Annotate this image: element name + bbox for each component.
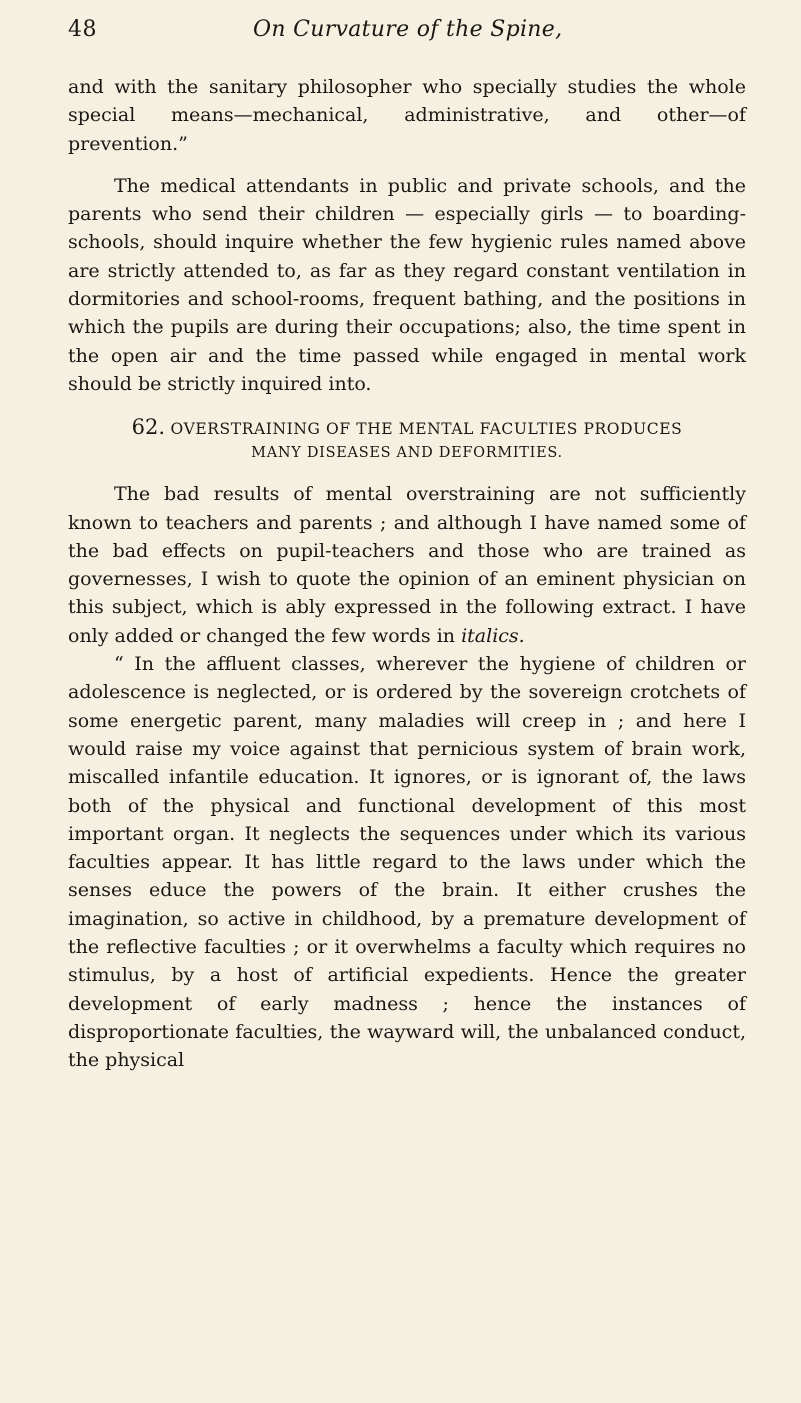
section-title-line1: OVERSTRAINING OF THE MENTAL FACULTIES PRODUCES bbox=[170, 420, 683, 439]
page-number: 48 bbox=[68, 17, 97, 42]
paragraph-quotation: “ In the affluent classes, wherever the hygiene of children or adolescence is neglected, or is ordered by the sovereign crotchets of some energetic parent, many maladies will creep in ; and here I would raise my voice against that pernicious system of brain work, miscalled infantile education. It ignores, or is ignorant of, the laws both of the physical and functional development of this most important organ. It neglects the sequences under which its various faculties appear. It has little regard to the laws under which the senses educe the powers of the brain. It either crushes the imagination, so active in childhood, by a premature development of the reflective faculties ; or it overwhelms a faculty which requires no stimulus, by a host of artificial expedients. Hence the greater development of early madness ; hence the instances of disproportionate faculties, the wayward will, the unbalanced conduct, the physical bbox=[68, 653, 746, 1072]
running-title: On Curvature of the Spine, bbox=[253, 17, 563, 42]
section-title-line2: MANY DISEASES AND DEFORMITIES. bbox=[251, 445, 563, 462]
paragraph-continuation: and with the sanitary philosopher who specially studies the whole special means—mechanical, administrative, and other—of prevention.” bbox=[68, 76, 746, 155]
section-number: 62. bbox=[131, 415, 166, 440]
section-heading bbox=[68, 415, 746, 465]
body-text bbox=[68, 73, 746, 1075]
paragraph-mental-overstraining bbox=[68, 480, 746, 650]
paragraph-mental-overstraining-text: The bad results of mental overstraining are not sufficiently known to teachers and parents ; and although I have named some of the bad effects on pupil-teachers and those who are trained as governesses, I wish to quote the opinion of an eminent physician on this subject, which is ably expressed in the following extract. I have only added or changed the few words in bbox=[68, 483, 746, 647]
italic-word: italics. bbox=[461, 624, 525, 647]
running-head bbox=[68, 8, 746, 52]
paragraph-medical-attendants: The medical attendants in public and private schools, and the parents who send their children — especially girls — to boarding-schools, should inquire whether the few hygienic rules named above are strictly attended to, as far as they regard constant ventilation in dormitories and school-rooms, frequent bathing, and the positions in which the pupils are during their occupations; also, the time spent in the open air and the time passed while engaged in mental work should be strictly inquired into. bbox=[68, 174, 746, 395]
